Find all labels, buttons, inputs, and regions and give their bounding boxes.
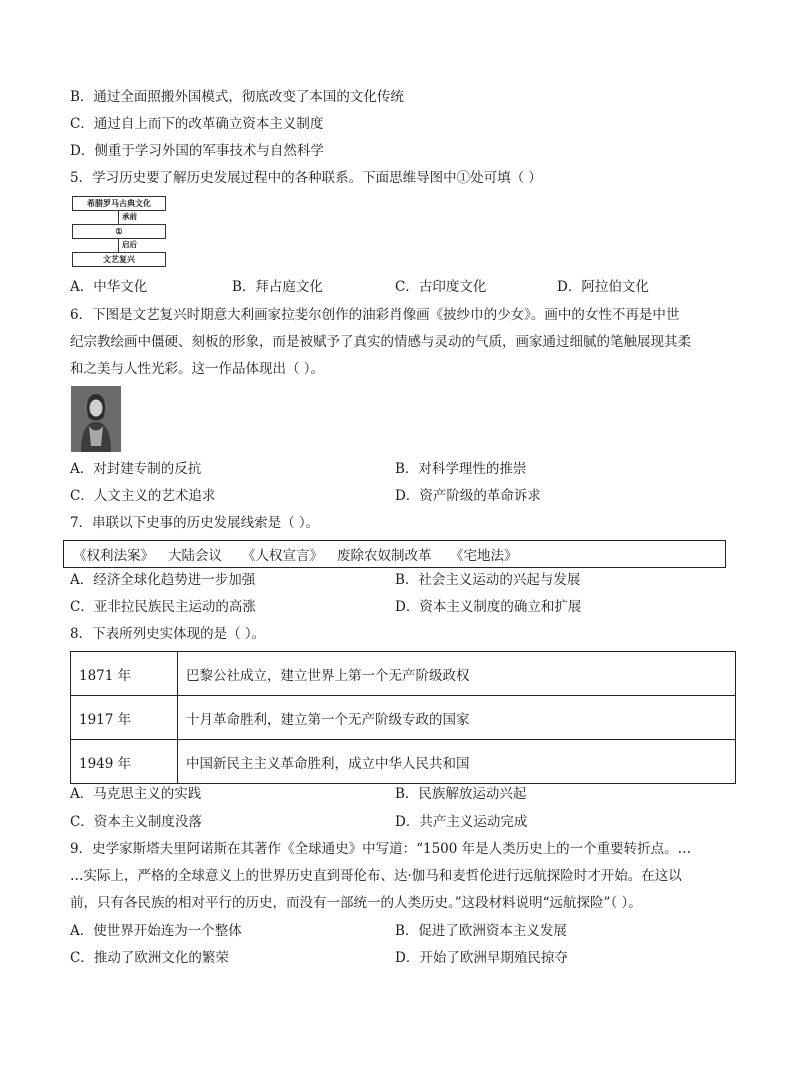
- mind-map-label-2: 启后: [122, 240, 137, 249]
- mind-map-diagram: [72, 196, 166, 270]
- mind-map-bottom-box: 文艺复兴: [72, 252, 166, 267]
- table-cell-year: 1917 年: [71, 696, 178, 740]
- q5-option-b: B．拜占庭文化: [232, 279, 323, 295]
- portrait-figure-icon: [71, 386, 121, 452]
- mind-map-middle-box: ①: [72, 224, 166, 239]
- q7-option-a: A．经济全球化趋势进一步加强: [70, 572, 256, 588]
- table-cell-year: 1949 年: [71, 740, 178, 784]
- q6-stem-line-1: 6．下图是文艺复兴时期意大利画家拉斐尔创作的油彩肖像画《披纱巾的少女》。画中的女性不再是中世: [70, 307, 680, 323]
- q4-option-d: D．侧重于学习外国的军事技术与自然科学: [70, 143, 324, 159]
- q6-option-c: C．人文主义的艺术追求: [70, 488, 216, 504]
- q7-event: 《宅地法》: [450, 548, 518, 564]
- q6-stem-line-3: 和之美与人性光彩。这一作品体现出（ ）。: [70, 361, 325, 377]
- mind-map-arrow-1: [118, 210, 119, 224]
- q7-event: 大陆会议: [168, 548, 222, 564]
- table-cell-event: 十月革命胜利，建立第一个无产阶级专政的国家: [178, 696, 736, 740]
- q8-option-c: C．资本主义制度没落: [70, 814, 202, 830]
- q8-option-b: B．民族解放运动兴起: [395, 786, 527, 802]
- table-cell-year: 1871 年: [71, 652, 178, 696]
- q8-stem: 8．下表所列史实体现的是（ ）。: [70, 626, 266, 642]
- mind-map-label-1: 承前: [122, 212, 137, 221]
- table-row: [71, 740, 736, 784]
- q8-history-table: [70, 651, 736, 784]
- q7-option-d: D．资本主义制度的确立和扩展: [395, 599, 582, 615]
- table-row: [71, 696, 736, 740]
- mind-map-arrow-2: [118, 238, 119, 252]
- q9-option-a: A．使世界开始连为一个整体: [70, 923, 242, 939]
- mind-map-top-box: 希腊罗马古典文化: [72, 196, 166, 211]
- q8-option-d: D．共产主义运动完成: [395, 814, 528, 830]
- q9-stem-line-2: …实际上，严格的全球意义上的世界历史直到哥伦布、达·伽马和麦哲伦进行远航探险时才开始。在这以: [70, 868, 682, 884]
- q4-option-b: B．通过全面照搬外国模式，彻底改变了本国的文化传统: [70, 89, 404, 105]
- q6-stem-line-2: 纪宗教绘画中僵硬、刻板的形象，而是被赋予了真实的情感与灵动的气质，画家通过细腻的笔触展现其柔: [70, 334, 691, 350]
- q8-option-a: A．马克思主义的实践: [70, 786, 202, 802]
- q7-event: 废除农奴制改革: [337, 548, 432, 564]
- q6-option-b: B．对科学理性的推崇: [395, 461, 527, 477]
- q7-event: 《人权宣言》: [242, 548, 323, 564]
- q6-option-a: A．对封建专制的反抗: [70, 461, 202, 477]
- q7-events-box: [63, 540, 726, 568]
- q7-stem: 7．串联以下史事的历史发展线索是（ ）。: [70, 515, 320, 531]
- table-cell-event: 中国新民主主义革命胜利，成立中华人民共和国: [178, 740, 736, 784]
- q7-event: 《权利法案》: [73, 548, 154, 564]
- q9-option-c: C．推动了欧洲文化的繁荣: [70, 950, 229, 966]
- q7-option-c: C．亚非拉民族民主运动的高涨: [70, 599, 256, 615]
- q5-option-a: A．中华文化: [70, 279, 148, 295]
- q5-option-c: C．古印度文化: [395, 279, 487, 295]
- portrait-painting-image: [71, 386, 121, 452]
- q9-stem-line-1: 9．史学家斯塔夫里阿诺斯在其著作《全球通史》中写道：“1500 年是人类历史上的一个重要转折点。…: [70, 841, 692, 857]
- q4-option-c: C．通过自上而下的改革确立资本主义制度: [70, 116, 324, 132]
- q9-stem-line-3: 前，只有各民族的相对平行的历史，而没有一部统一的人类历史。”这段材料说明“远航探险”（ ）。: [70, 895, 642, 911]
- table-row: [71, 652, 736, 696]
- q9-option-d: D．开始了欧洲早期殖民掠夺: [395, 950, 568, 966]
- table-cell-event: 巴黎公社成立，建立世界上第一个无产阶级政权: [178, 652, 736, 696]
- q7-option-b: B．社会主义运动的兴起与发展: [395, 572, 581, 588]
- q9-option-b: B．促进了欧洲资本主义发展: [395, 923, 567, 939]
- q5-stem: 5．学习历史要了解历史发展过程中的各种联系。下面思维导图中①处可填（ ）: [70, 170, 542, 186]
- q5-option-d: D．阿拉伯文化: [557, 279, 649, 295]
- q6-option-d: D．资产阶级的革命诉求: [395, 488, 541, 504]
